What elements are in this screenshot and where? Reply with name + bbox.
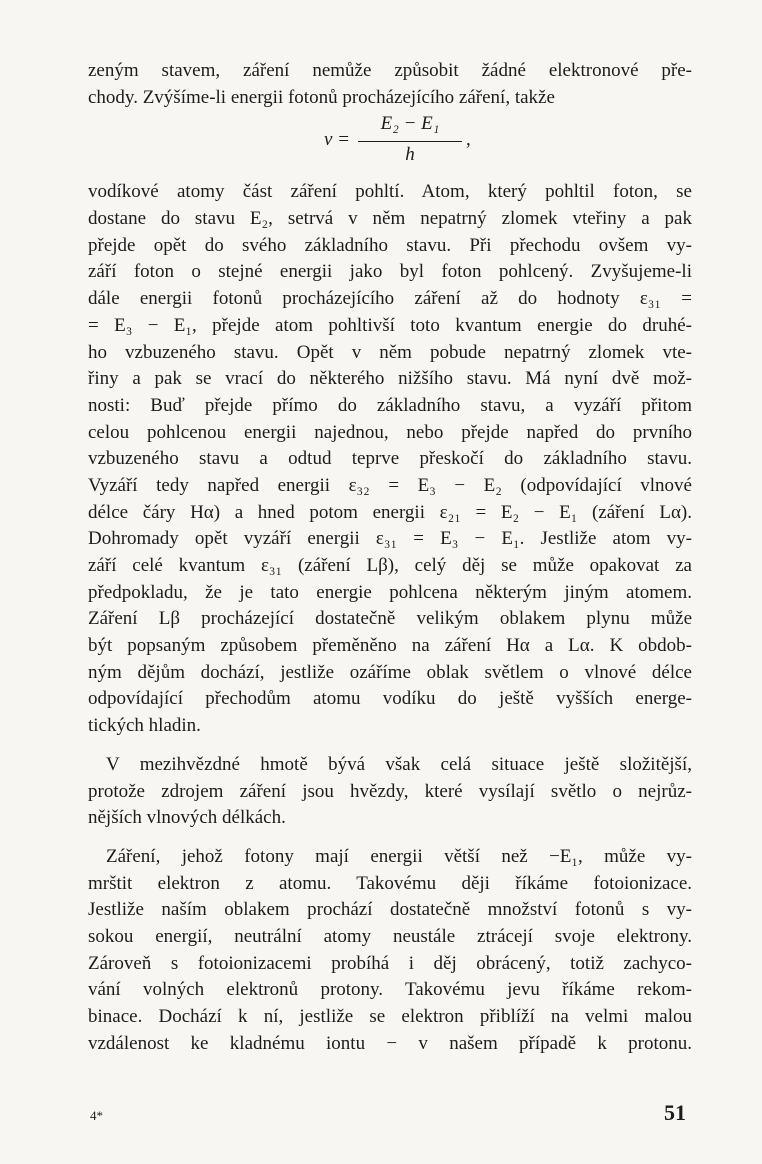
text-line: = E₃ − E₁, přejde atom pohltivší toto kvantum energie do druhé- [88,314,692,336]
text-line: nějších vlnových délkách. [88,807,286,829]
text-line: Zároveň s fotoionizacemi probíhá i děj obrácený, totiž zachyco- [88,952,692,974]
text-line: řiny a pak se vrací do některého nižšího stavu. Má nyní dvě mož- [88,368,692,390]
text-line: Záření Lβ procházející dostatečně velikým oblakem plynu může [88,608,692,630]
paragraph-2 [88,179,692,739]
text-line: Záření, jehož fotony mají energii větší než −E₁, může vy- [106,845,692,867]
text-line: binace. Dochází k ní, jestliže se elektron přiblíží na velmi malou [88,1006,692,1027]
text-line: přejde opět do svého základního stavu. Při přechodu ovšem vy- [88,234,692,256]
text-line: chody. Zvýšíme-li energii fotonů procházejícího záření, takže [88,86,555,108]
text-line: vzbuzeného stavu a odtud teprve přeskočí do základního stavu. [88,448,692,470]
text-line: protože zdrojem záření jsou hvězdy, které vysílají světlo o nejrůz- [88,780,692,802]
text-line: vzdálenost ke kladnému iontu − v našem případě k protonu. [88,1032,692,1054]
page-number: 51 [664,1100,686,1125]
equation-comma: , [466,129,471,151]
page-body [88,58,692,1057]
signature-mark: 4* [90,1108,103,1123]
paragraph-3 [88,752,692,832]
equation-denominator: h [405,144,415,166]
text-line: ným dějům dochází, jestliže ozáříme oblak světlem o vlnové délce [88,661,692,683]
text-line: sokou energií, neutrální atomy neustále ztrácejí svoje elektrony. [88,925,692,947]
equation-numerator: E₂ − E₁ [380,113,440,135]
paragraph-1 [88,58,692,111]
text-line: V mezihvězdné hmotě bývá však celá situace ještě složitější, [106,753,692,775]
text-line: celou pohlcenou energii najednou, nebo přejde napřed do prvního [88,421,692,443]
text-line: vání volných elektronů protony. Takovému jevu říkáme rekom- [88,979,692,1001]
text-line: dostane do stavu E₂, setrvá v něm nepatrný zlomek vteřiny a pak [88,208,692,230]
text-line: Jestliže naším oblakem prochází dostatečně množství fotonů s vy- [88,899,692,921]
text-line: být popsaným způsobem přeměněno na záření Hα a Lα. K obdob- [88,635,692,657]
text-line: Dohromady opět vyzáří energii ε₃₁ = E₃ − E₁. Jestliže atom vy- [88,528,692,550]
text-line: tických hladin. [88,715,201,737]
equation-lhs: ν = [324,129,351,151]
text-line: předpokladu, že je tato energie pohlcena některým jiným atomem. [88,581,692,603]
text-line: ho vzbuzeného stavu. Opět v něm pobude nepatrný zlomek vte- [88,341,692,363]
text-line: odpovídající přechodům atomu vodíku do ještě vyšších energe- [88,688,692,710]
text-line: září celé kvantum ε₃₁ (záření Lβ), celý děj se může opakovat za [88,555,692,576]
text-line: Vyzáří tedy napřed energii ε₃₂ = E₃ − E₂ (odpovídající vlnové [88,474,692,496]
frequency-equation [88,115,692,173]
text-line: zeným stavem, záření nemůže způsobit žádné elektronové pře- [88,60,692,81]
paragraph-4 [88,844,692,1058]
text-line: mrštit elektron z atomu. Takovému ději říkáme fotoionizace. [88,872,692,894]
text-line: délce čáry Hα) a hned potom energii ε₂₁ = E₂ − E₁ (záření Lα). [88,501,692,523]
fraction-bar [358,141,462,142]
text-line: dále energii fotonů procházejícího záření až do hodnoty ε₃₁ = [88,288,692,310]
text-line: nosti: Buď přejde přímo do základního stavu, a vyzáří přitom [88,394,692,416]
text-line: vodíkové atomy část záření pohltí. Atom, který pohltil foton, se [88,181,692,203]
text-line: září foton o stejné energii jako byl foton pohlcený. Zvyšujeme-li [88,261,692,283]
